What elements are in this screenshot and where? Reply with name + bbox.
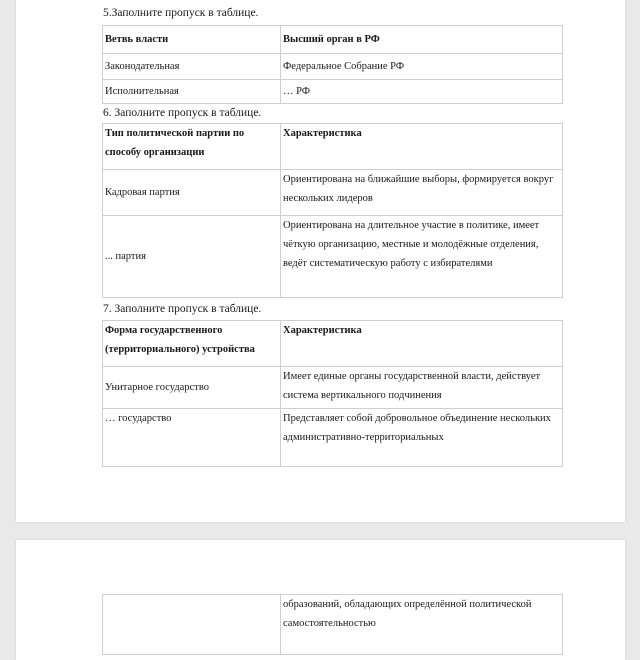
table-row	[103, 54, 563, 80]
header-highest-body: Высший орган в РФ	[281, 26, 563, 54]
table-cell: образований, обладающих определённой политической самостоятельностью	[281, 595, 563, 655]
table-cell: Исполнительная	[103, 80, 281, 104]
table-cell: Ориентирована на длительное участие в политике, имеет чёткую организацию, местные и молодёжные отделения, ведёт систематическую работу с избирателями	[281, 216, 563, 298]
task-7-title: 7. Заполните пропуск в таблице.	[103, 303, 262, 315]
table-cell: Законодательная	[103, 54, 281, 80]
task-5-title: 5.Заполните пропуск в таблице.	[103, 7, 259, 19]
header-party-type: Тип политической партии по способу организации	[103, 124, 281, 170]
table-cell: Имеет единые органы государственной власти, действует система вертикального подчинения	[281, 367, 563, 409]
table-header-row	[103, 321, 563, 367]
table-row	[103, 409, 563, 467]
table-cell-empty	[103, 595, 281, 655]
task-7-table	[102, 320, 563, 467]
table-cell: Унитарное государство	[103, 367, 281, 409]
table-cell: … государство	[103, 409, 281, 467]
table-row	[103, 367, 563, 409]
task-5-table	[102, 25, 563, 104]
table-cell: Ориентирована на ближайшие выборы, формируется вокруг нескольких лидеров	[281, 170, 563, 216]
table-header-row	[103, 26, 563, 54]
table-cell: Кадровая партия	[103, 170, 281, 216]
document-page-2	[16, 540, 625, 660]
task-6-title: 6. Заполните пропуск в таблице.	[103, 107, 262, 119]
table-cell: Представляет собой добровольное объединение нескольких административно-территориальных	[281, 409, 563, 467]
table-cell: … РФ	[281, 80, 563, 104]
task-6-table	[102, 123, 563, 298]
table-row	[103, 595, 563, 655]
table-cell: Федеральное Собрание РФ	[281, 54, 563, 80]
table-header-row	[103, 124, 563, 170]
table-cell: ... партия	[103, 216, 281, 298]
task-7-table-continuation	[102, 594, 563, 655]
header-state-structure: Форма государственного (территориального) устройства	[103, 321, 281, 367]
header-branch-of-power: Ветвь власти	[103, 26, 281, 54]
table-row	[103, 170, 563, 216]
header-characteristic: Характеристика	[281, 321, 563, 367]
table-row	[103, 80, 563, 104]
table-row	[103, 216, 563, 298]
document-page-1	[16, 0, 625, 522]
header-characteristic: Характеристика	[281, 124, 563, 170]
